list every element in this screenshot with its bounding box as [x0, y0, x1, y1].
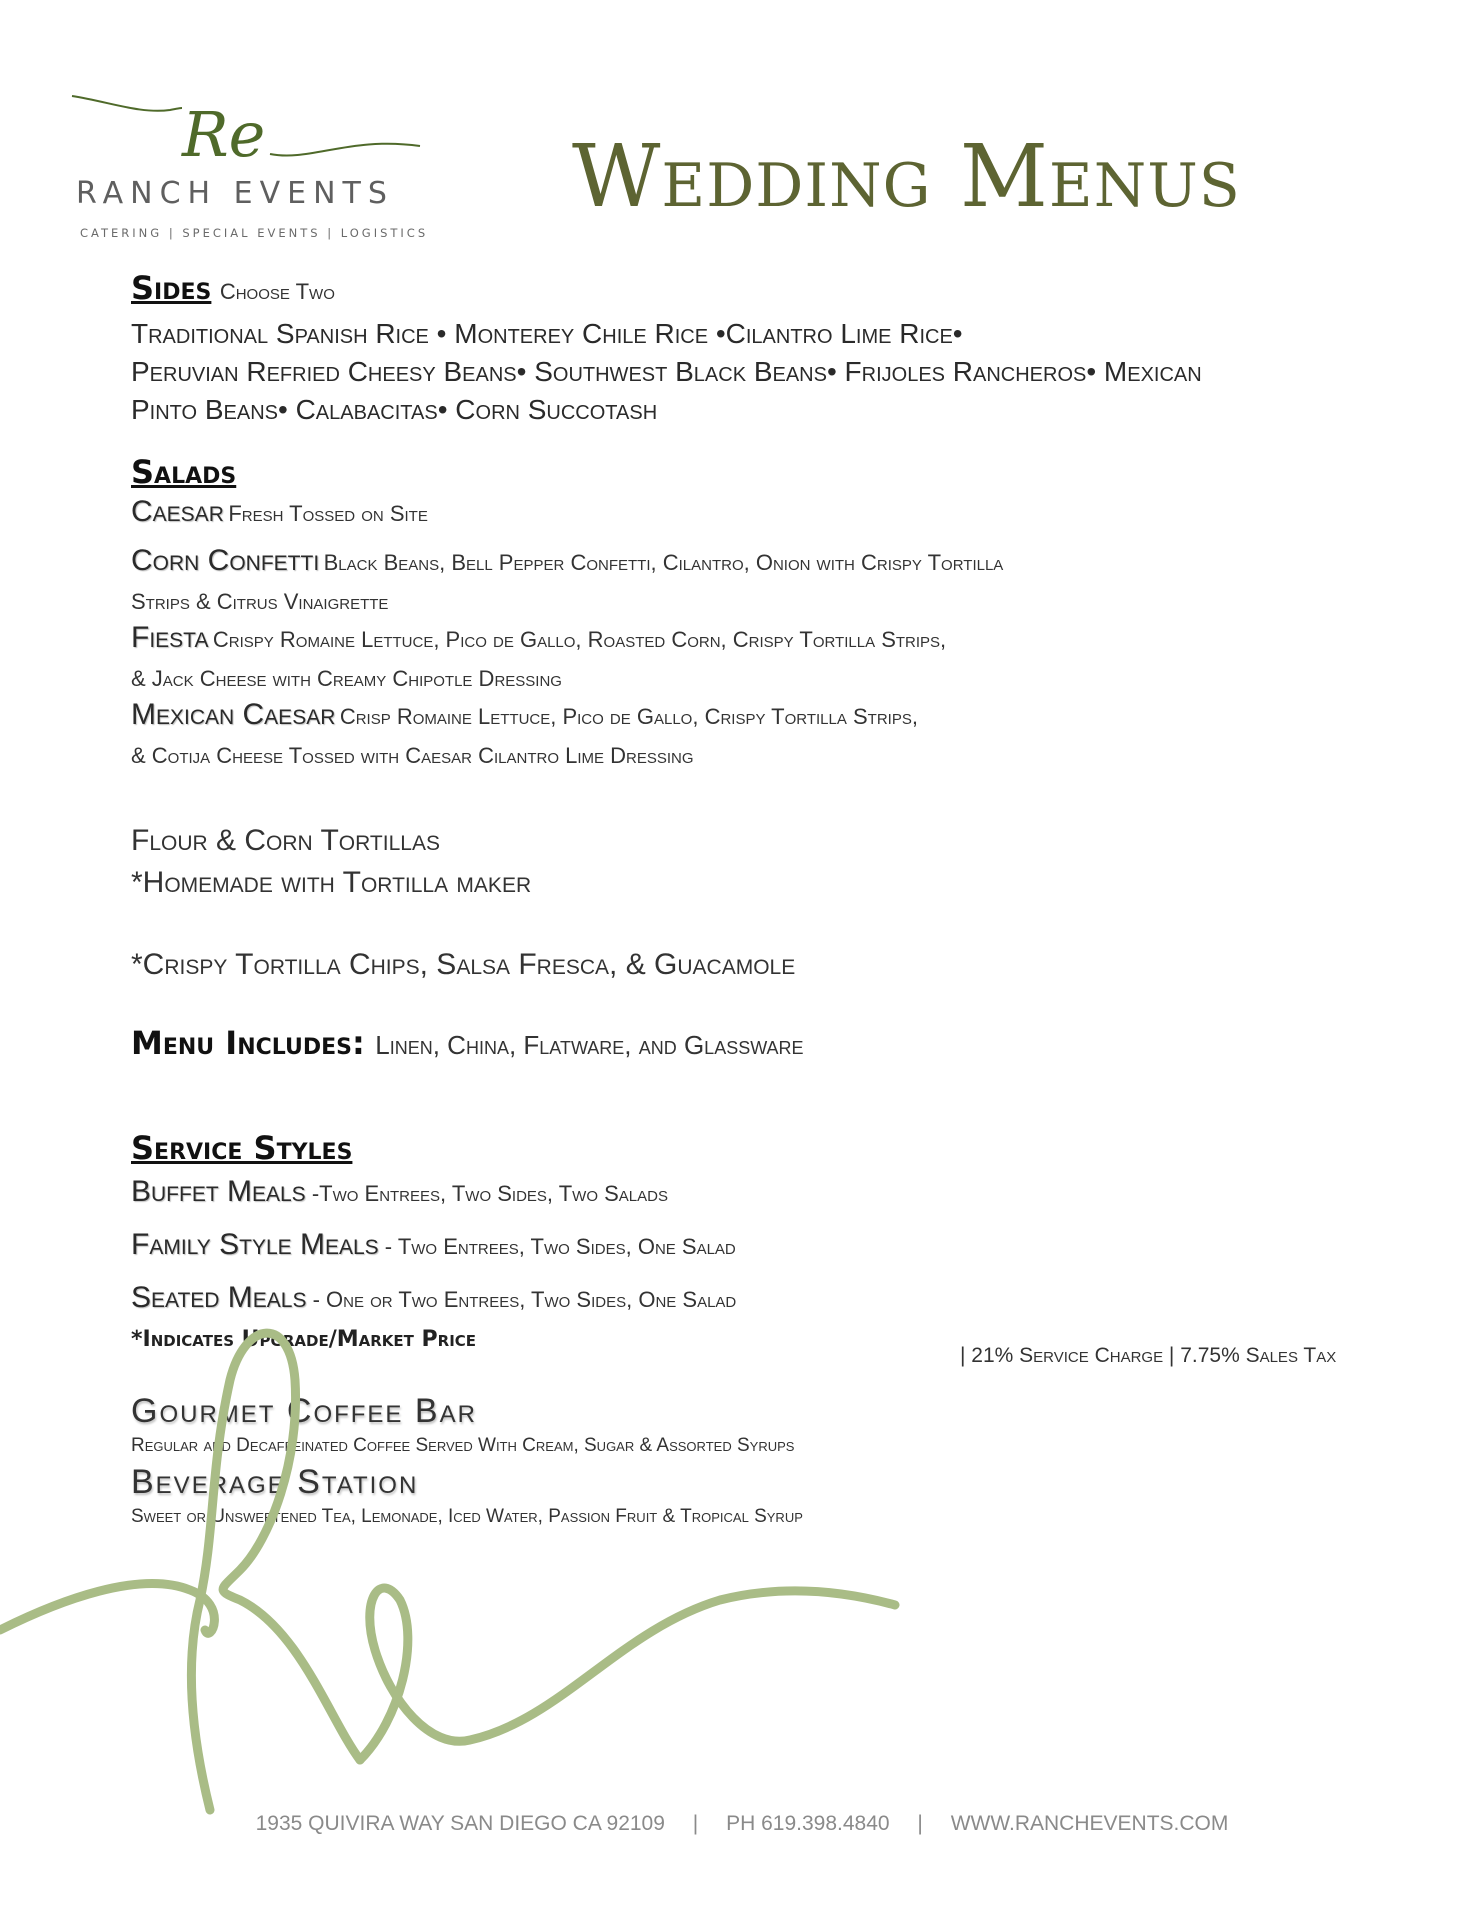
- footer-address: 1935 QUIVIRA WAY SAN DIEGO CA 92109: [255, 1812, 665, 1835]
- re-swirl-decoration-icon: [0, 1300, 900, 1820]
- sides-section: [131, 268, 1361, 429]
- service-style-desc: - One or Two Entrees, Two Sides, One Salad: [306, 1287, 737, 1312]
- beverage-title: Gourmet Coffee Bar: [131, 1392, 477, 1430]
- salads-header: Salads: [131, 453, 237, 491]
- beverage-desc: Sweet or Unsweetened Tea, Lemonade, Iced Water, Passion Fruit & Tropical Syrup: [131, 1506, 803, 1527]
- salad-item: [131, 620, 1361, 661]
- sides-line: Traditional Spanish Rice • Monterey Chile Rice •Cilantro Lime Rice•: [131, 318, 963, 349]
- logo-tagline: CATERING | SPECIAL EVENTS | LOGISTICS: [80, 226, 429, 240]
- service-style-name: Buffet Meals: [131, 1175, 306, 1208]
- service-styles-header: Service Styles: [131, 1129, 353, 1167]
- footer-separator: |: [692, 1812, 699, 1835]
- salad-desc: Black Beans, Bell Pepper Confetti, Cilantro, Onion with Crispy Tortilla: [323, 550, 1004, 575]
- salad-desc: Crispy Romaine Lettuce, Pico de Gallo, Roasted Corn, Crispy Tortilla Strips,: [212, 627, 947, 652]
- footer-phone: PH 619.398.4840: [726, 1812, 890, 1835]
- salad-desc-cont: & Jack Cheese with Creamy Chipotle Dressing: [131, 666, 562, 691]
- sides-subheader: Choose Two: [219, 279, 335, 304]
- service-style-item: [131, 1168, 1361, 1221]
- tortillas-section: [131, 820, 1361, 904]
- chips-line: *Crispy Tortilla Chips, Salsa Fresca, & Guacamole: [131, 948, 796, 981]
- re-monogram-icon: [70, 84, 430, 174]
- page-title: Wedding Menus: [572, 126, 1241, 227]
- salad-name: Corn Confetti: [131, 544, 320, 577]
- salad-desc-cont: & Cotija Cheese Tossed with Caesar Cilantro Lime Dressing: [131, 743, 694, 768]
- footer-separator: |: [917, 1812, 923, 1835]
- footer: [0, 1812, 1484, 1836]
- service-style-name: Seated Meals: [131, 1281, 307, 1314]
- tortillas-note: *Homemade with Tortilla maker: [131, 866, 532, 899]
- footer-website[interactable]: WWW.RANCHEVENTS.COM: [950, 1812, 1229, 1835]
- salad-item: [131, 697, 1361, 738]
- sides-line: Pinto Beans• Calabacitas• Corn Succotash: [131, 394, 658, 425]
- salad-item: [131, 494, 1361, 535]
- service-style-desc: -Two Entrees, Two Sides, Two Salads: [305, 1181, 668, 1206]
- upgrade-note: *Indicates Upgrade/Market Price: [131, 1327, 477, 1352]
- salad-desc: Fresh Tossed on Site: [228, 501, 428, 526]
- salad-name: Caesar: [131, 495, 224, 528]
- chips-section: [131, 944, 1361, 986]
- service-style-name: Family Style Meals: [131, 1228, 379, 1261]
- menu-includes: [131, 1024, 1361, 1062]
- salad-item: [131, 543, 1361, 584]
- beverage-title: Beverage Station: [131, 1463, 419, 1501]
- salad-desc-cont: Strips & Citrus Vinaigrette: [131, 589, 389, 614]
- menu-includes-label: Menu Includes:: [131, 1024, 365, 1062]
- service-style-desc: - Two Entrees, Two Sides, One Salad: [378, 1234, 736, 1259]
- beverage-desc: Regular and Decaffeinated Coffee Served With Cream, Sugar & Assorted Syrups: [131, 1435, 795, 1456]
- sides-header: Sides: [131, 269, 212, 307]
- tortillas-line: Flour & Corn Tortillas: [131, 824, 440, 857]
- service-style-item: [131, 1221, 1361, 1274]
- salad-desc: Crisp Romaine Lettuce, Pico de Gallo, Crispy Tortilla Strips,: [339, 704, 918, 729]
- logo-monogram: Re: [182, 98, 266, 171]
- salads-section: [131, 452, 1361, 774]
- brand-logo: [70, 84, 430, 254]
- logo-name: RANCH EVENTS: [76, 176, 394, 211]
- sides-line: Peruvian Refried Cheesy Beans• Southwest Black Beans• Frijoles Rancheros• Mexican: [131, 356, 1202, 387]
- service-charges: | 21% Service Charge | 7.75% Sales Tax: [960, 1344, 1337, 1367]
- menu-includes-value: Linen, China, Flatware, and Glassware: [375, 1030, 804, 1060]
- salad-name: Fiesta: [131, 621, 209, 654]
- salad-name: Mexican Caesar: [131, 698, 336, 731]
